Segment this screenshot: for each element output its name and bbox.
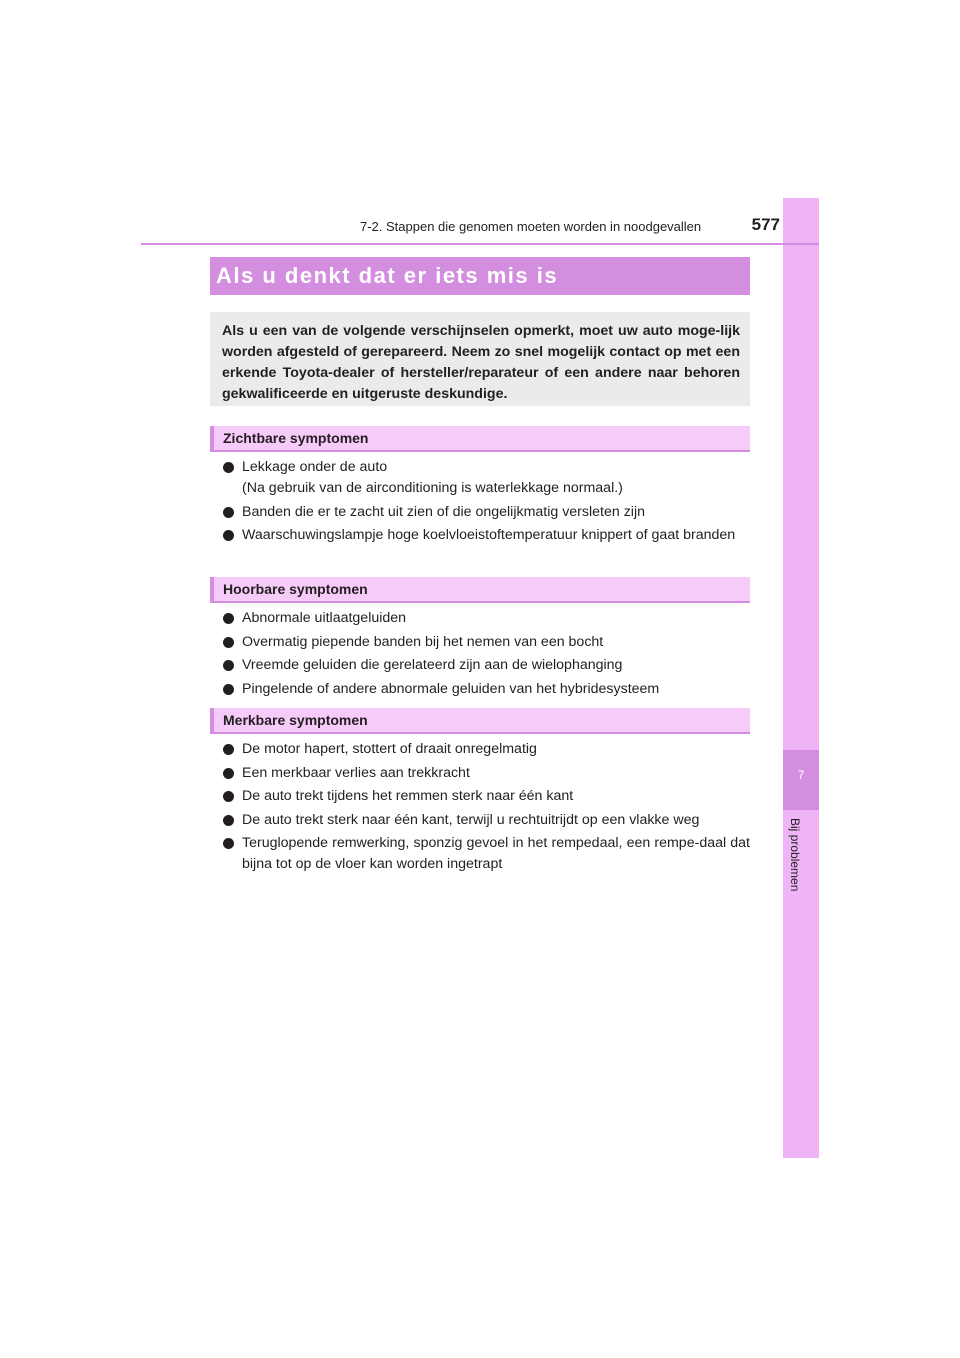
- list-item-text: De auto trekt sterk naar één kant, terwijl u rechtuitrijdt op een vlakke weg: [242, 811, 700, 828]
- list-item-text: Overmatig piepende banden bij het nemen van een bocht: [242, 633, 604, 650]
- list-item: [222, 763, 750, 784]
- list-item: [222, 833, 750, 875]
- section-title: Merkbare symptomen: [223, 712, 368, 728]
- bullet-icon: [223, 838, 234, 849]
- list-item-text: Lekkage onder de auto (Na gebruik van de airconditioning is waterlekkage normaal.): [242, 459, 623, 496]
- list-item: [222, 679, 750, 700]
- bullet-icon: [223, 530, 234, 541]
- section-title: Hoorbare symptomen: [223, 581, 368, 597]
- list-item: [222, 786, 750, 807]
- page-title: Als u denkt dat er iets mis is: [216, 263, 559, 288]
- list-item: [222, 810, 750, 831]
- section-header-noticeable-symptoms: [210, 708, 750, 734]
- bullet-list-noticeable-symptoms: [222, 739, 750, 878]
- bullet-list-audible-symptoms: [222, 608, 750, 702]
- list-item-text: Abnormale uitlaatgeluiden: [242, 610, 407, 626]
- bullet-list-visible-symptoms: [222, 457, 750, 549]
- list-item-text: Een merkbaar verlies aan trekkracht: [242, 764, 470, 781]
- list-item: [222, 608, 750, 629]
- chapter-number: 7: [797, 768, 805, 782]
- list-item: [222, 739, 750, 760]
- list-item-text: Waarschuwingslampje hoge koelvloeistoftemperatuur knippert of gaat branden: [242, 527, 736, 543]
- header-rule: [141, 243, 819, 245]
- section-title: Zichtbare symptomen: [223, 430, 369, 446]
- list-item: [222, 525, 750, 546]
- page-title-box: [210, 257, 750, 295]
- list-item: [222, 632, 750, 653]
- bullet-icon: [223, 768, 234, 779]
- bullet-icon: [223, 744, 234, 755]
- list-item-text: Teruglopende remwerking, sponzig gevoel in het rempedaal, een rempe-daal dat bijna tot op de vloer kan worden ingetrapt: [242, 835, 750, 872]
- intro-box: [210, 312, 750, 406]
- section-header-visible-symptoms: [210, 426, 750, 452]
- bullet-icon: [223, 507, 234, 518]
- bullet-icon: [223, 613, 234, 624]
- list-item: [222, 457, 750, 499]
- list-item-text: Pingelende of andere abnormale geluiden van het hybridesysteem: [242, 680, 660, 697]
- list-item-text: Banden die er te zacht uit zien of die ongelijkmatig versleten zijn: [242, 503, 645, 520]
- bullet-icon: [223, 815, 234, 826]
- bullet-icon: [223, 791, 234, 802]
- list-item-text: De motor hapert, stottert of draait onregelmatig: [242, 741, 537, 757]
- list-item: [222, 502, 750, 523]
- list-item-text: De auto trekt tijdens het remmen sterk naar één kant: [242, 788, 574, 804]
- section-path: 7-2. Stappen die genomen moeten worden in noodgevallen: [360, 219, 702, 234]
- bullet-icon: [223, 637, 234, 648]
- side-strip: [783, 198, 819, 1158]
- section-header-audible-symptoms: [210, 577, 750, 603]
- list-item-text: Vreemde geluiden die gerelateerd zijn aan de wielophanging: [242, 657, 623, 673]
- intro-text: Als u een van de volgende verschijnselen opmerkt, moet uw auto moge-lijk worden afgesteld of gerepareerd. Neem zo snel mogelijk contact op met een erkende Toyota-dealer of hersteller/reparateur of een andere naar behoren gekwalificeerde en uitgeruste deskundige.: [222, 323, 740, 402]
- page-number: 577: [751, 215, 780, 234]
- bullet-icon: [223, 660, 234, 671]
- bullet-icon: [223, 462, 234, 473]
- chapter-label: Bij problemen: [788, 818, 802, 892]
- list-item: [222, 655, 750, 676]
- bullet-icon: [223, 684, 234, 695]
